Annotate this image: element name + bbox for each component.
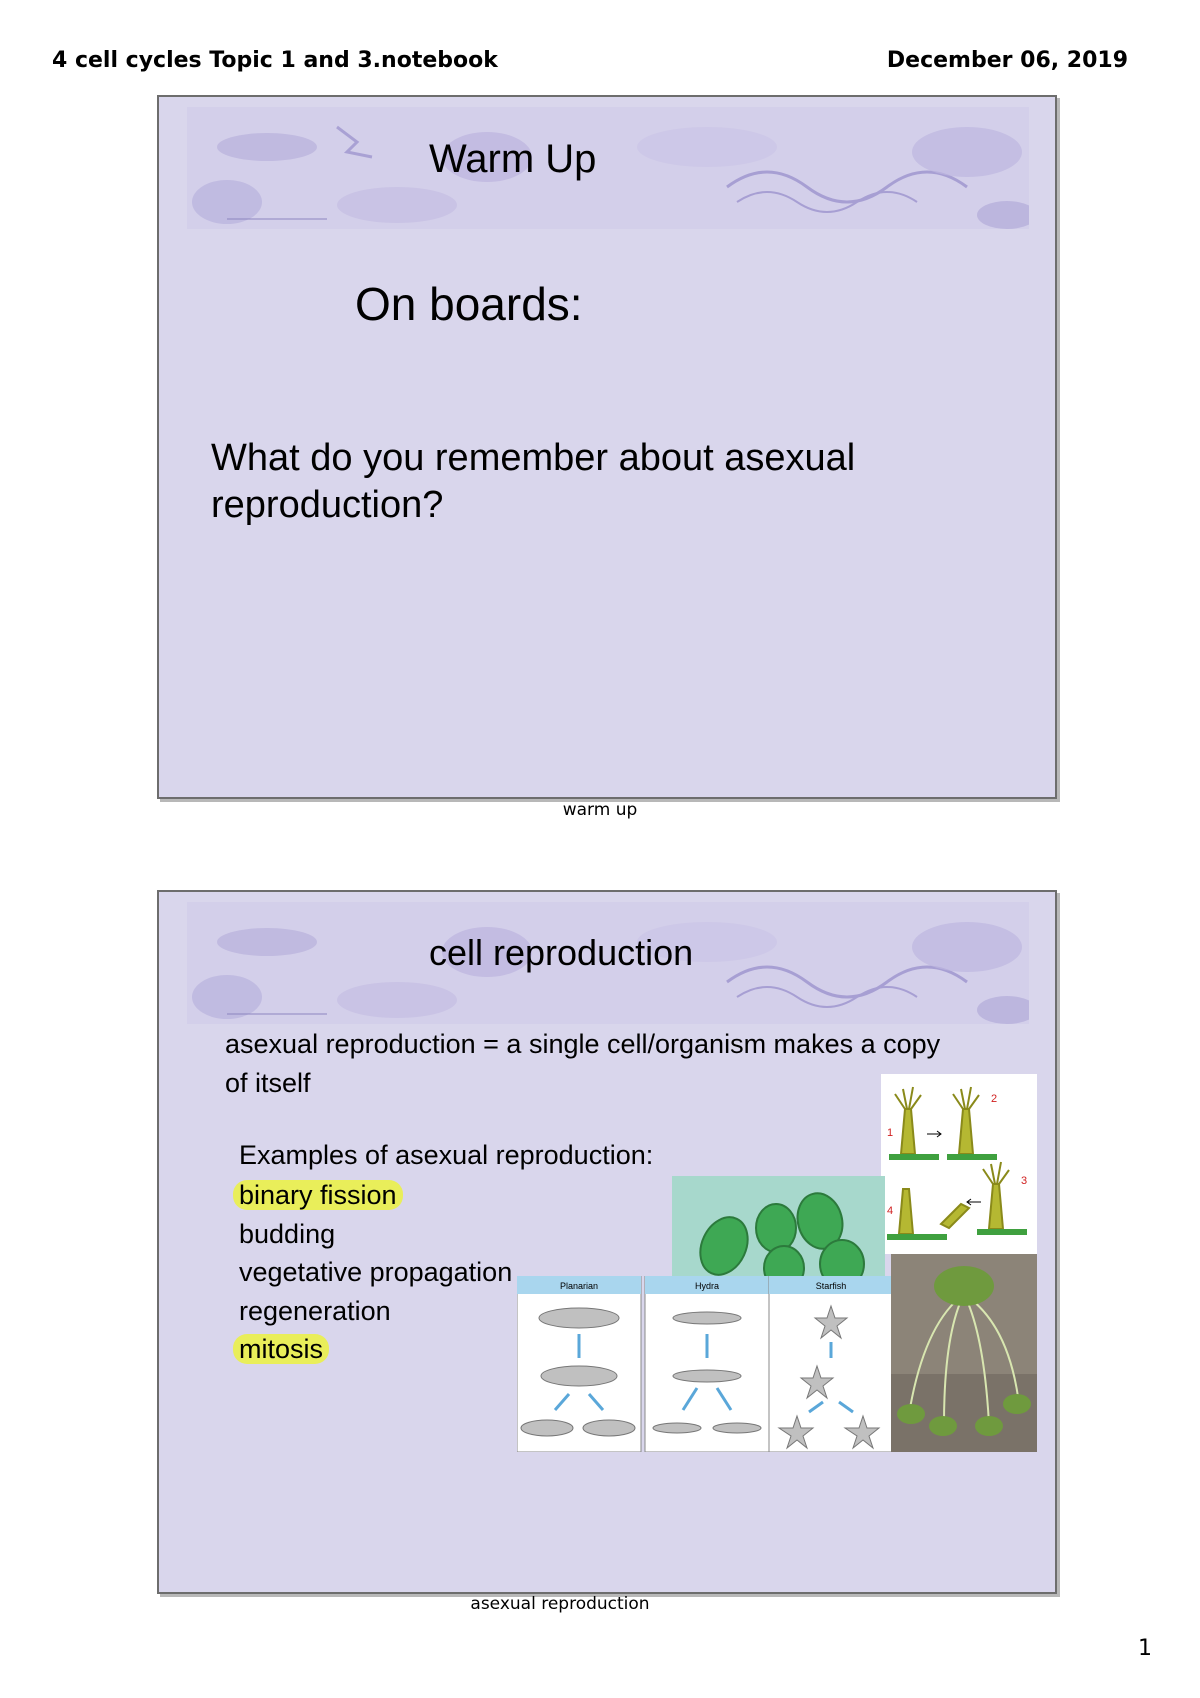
panel-label: Planarian	[559, 1281, 599, 1291]
document-date: December 06, 2019	[886, 48, 1128, 73]
list-item	[239, 1176, 512, 1215]
slide-caption: asexual reproduction	[470, 1594, 650, 1614]
example-budding: budding	[239, 1218, 336, 1249]
spider-plant-image	[891, 1254, 1037, 1452]
examples-list	[239, 1176, 512, 1369]
list-item	[239, 1292, 512, 1331]
slide-prompt: On boards:	[355, 278, 583, 330]
slide-cell-reproduction	[157, 890, 1057, 1594]
panel-label: Hydra	[694, 1281, 720, 1291]
regeneration-diagram	[517, 1276, 893, 1452]
slide-caption: warm up	[562, 800, 638, 820]
document-title: 4 cell cycles Topic 1 and 3.notebook	[52, 48, 498, 73]
hydra-budding-image	[881, 1074, 1037, 1254]
list-item	[239, 1215, 512, 1254]
examples-heading: Examples of asexual reproduction:	[239, 1140, 654, 1170]
slide-question: What do you remember about asexual reproduction?	[211, 437, 856, 526]
step-label: 1	[887, 1127, 894, 1139]
example-binary-fission: binary fission	[233, 1180, 403, 1210]
step-label: 2	[991, 1093, 998, 1105]
page-number: 1	[1138, 1636, 1152, 1661]
step-label: 4	[887, 1205, 894, 1217]
example-mitosis: mitosis	[233, 1334, 329, 1364]
example-regeneration: regeneration	[239, 1295, 391, 1326]
step-label: 3	[1021, 1175, 1028, 1187]
list-item	[239, 1330, 512, 1369]
cell-banner-image	[187, 107, 1029, 229]
list-item	[239, 1253, 512, 1292]
example-vegetative-propagation: vegetative propagation	[239, 1257, 513, 1287]
definition-text: asexual reproduction = a single cell/organism makes a copy of itself	[225, 1029, 941, 1098]
slide-title: cell reproduction	[429, 932, 694, 973]
slide-title: Warm Up	[429, 137, 597, 181]
slide-warm-up	[157, 95, 1057, 799]
panel-label: Starfish	[815, 1281, 847, 1291]
